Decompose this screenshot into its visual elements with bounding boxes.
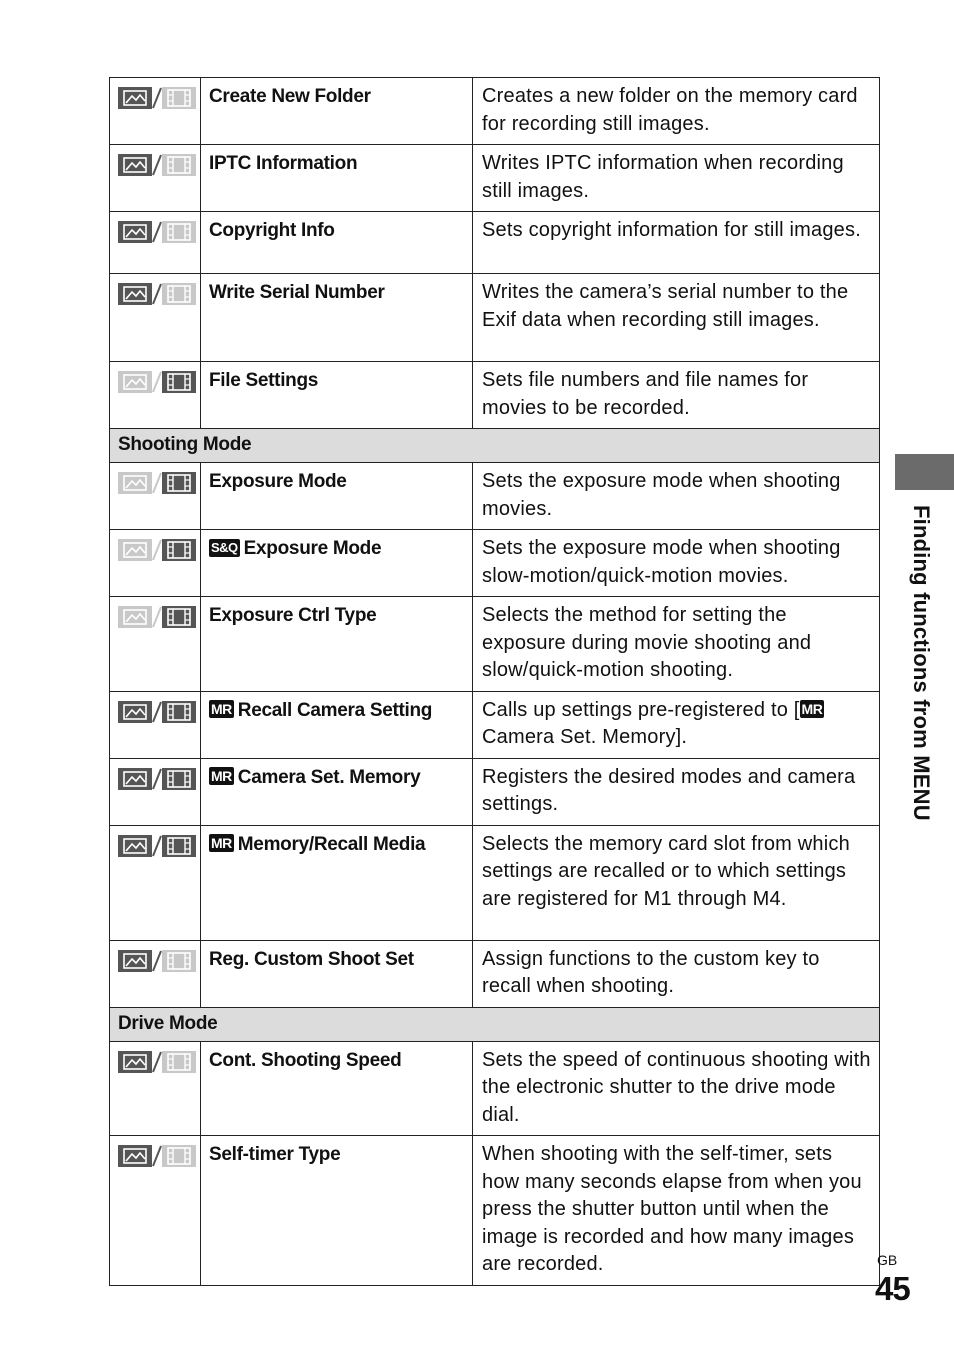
function-name: [201, 759, 472, 790]
slash-divider-icon: [152, 606, 162, 628]
mr-badge-icon: MR: [801, 700, 823, 717]
function-name-text: Recall Camera Setting: [237, 699, 433, 721]
slash-divider-icon: [152, 1145, 162, 1167]
function-description: Registers the desired modes and camera settings.: [482, 765, 856, 815]
table-row: [110, 1136, 880, 1286]
mode-icon-cell: [110, 1136, 201, 1286]
mode-icon-cell: [110, 274, 201, 362]
still-image-icon: [118, 87, 152, 109]
function-name-cell: [201, 1136, 473, 1286]
mode-icon-cell: [110, 1041, 201, 1136]
function-name-text: Self-timer Type: [209, 1144, 341, 1165]
function-description: Selects the memory card slot from which settings are recalled or to which settings are registered for M1 through M4.: [482, 832, 850, 910]
slash-divider-icon: [152, 472, 162, 494]
still-image-icon: [118, 835, 152, 857]
function-name: [201, 274, 472, 305]
still-image-icon: [118, 371, 152, 393]
function-description: Assign functions to the custom key to recall when shooting.: [482, 947, 820, 997]
mode-icon-cell: [110, 362, 201, 429]
table-row: [110, 78, 880, 145]
function-description: Sets file numbers and file names for movies to be recorded.: [482, 369, 809, 419]
function-name: [201, 1042, 472, 1073]
mode-icon-cell: [110, 145, 201, 212]
still-image-icon: [118, 701, 152, 723]
function-name-text: Cont. Shooting Speed: [209, 1049, 402, 1071]
section-header-cell: [110, 1007, 880, 1041]
function-name: [201, 1136, 472, 1167]
function-description: Sets copyright information for still images.: [482, 219, 861, 241]
section-header-cell: [110, 429, 880, 463]
mode-icon-cell: [110, 758, 201, 825]
function-name-cell: [201, 362, 473, 429]
function-name-text: Create New Folder: [209, 86, 371, 107]
slash-divider-icon: [152, 221, 162, 243]
table-row: [110, 691, 880, 758]
mode-icon-cell: [110, 691, 201, 758]
page-region-label: GB: [877, 1252, 898, 1268]
description-cell: [473, 530, 880, 597]
function-name: [201, 530, 472, 561]
function-name-cell: [201, 274, 473, 362]
chapter-tab-marker: [895, 454, 954, 490]
description-cell: [473, 758, 880, 825]
still-image-icon: [118, 768, 152, 790]
still-image-icon: [118, 950, 152, 972]
function-name: [201, 463, 472, 494]
function-name-cell: [201, 212, 473, 274]
function-name-cell: [201, 825, 473, 940]
mode-icon-cell: [110, 78, 201, 145]
chapter-side-label: Finding functions from MENU: [909, 505, 934, 821]
function-description: Writes IPTC information when recording still images.: [482, 152, 844, 202]
movie-icon: [162, 768, 196, 790]
function-name: [201, 692, 472, 723]
function-name: [201, 362, 472, 393]
table-row: [110, 758, 880, 825]
function-name-text: Exposure Mode: [209, 471, 347, 492]
function-name-cell: [201, 758, 473, 825]
desc-text: Camera Set. Memory].: [482, 726, 688, 748]
page-number: 45: [875, 1270, 910, 1307]
sq-badge-icon: S&Q: [211, 540, 238, 555]
movie-icon: [162, 1145, 196, 1167]
function-name: [201, 78, 472, 109]
description-cell: [473, 1136, 880, 1286]
function-name: [201, 212, 472, 243]
still-image-icon: [118, 472, 152, 494]
mr-badge-icon: MR: [211, 700, 232, 717]
slash-divider-icon: [152, 283, 162, 305]
mode-icon-cell: [110, 825, 201, 940]
function-name-text: Exposure Mode: [243, 538, 382, 559]
slash-divider-icon: [152, 154, 162, 176]
slash-divider-icon: [152, 1051, 162, 1073]
slash-divider-icon: [152, 950, 162, 972]
function-name-text: File Settings: [209, 370, 319, 391]
function-name-cell: [201, 145, 473, 212]
function-description: When shooting with the self-timer, sets how many seconds elapse from when you press the shutter button until when the image is recorded and how many images are recorded.: [482, 1143, 862, 1275]
function-name-text: Copyright Info: [209, 220, 335, 241]
table-row: [110, 212, 880, 274]
function-name: [201, 941, 472, 972]
section-header-row: [110, 429, 880, 463]
table-row: [110, 463, 880, 530]
function-name-cell: [201, 1041, 473, 1136]
function-name-text: Reg. Custom Shoot Set: [209, 948, 414, 970]
mode-icon-cell: [110, 597, 201, 692]
slash-divider-icon: [152, 835, 162, 857]
function-name-cell: [201, 463, 473, 530]
mode-icon-cell: [110, 940, 201, 1007]
movie-icon: [162, 701, 196, 723]
description-cell: [473, 145, 880, 212]
function-description: Sets the exposure mode when shooting slow-motion/quick-motion movies.: [482, 537, 841, 587]
menu-function-table: [109, 77, 880, 1286]
description-cell: [473, 362, 880, 429]
mode-icon-cell: [110, 463, 201, 530]
slash-divider-icon: [152, 539, 162, 561]
mr-badge-icon: MR: [211, 834, 232, 851]
description-cell: [473, 212, 880, 274]
function-name-cell: [201, 940, 473, 1007]
still-image-icon: [118, 154, 152, 176]
description-cell: [473, 825, 880, 940]
slash-divider-icon: [152, 701, 162, 723]
slash-divider-icon: [152, 768, 162, 790]
movie-icon: [162, 606, 196, 628]
still-image-icon: [118, 1051, 152, 1073]
function-name-text: Memory/Recall Media: [237, 833, 426, 855]
mode-icon-cell: [110, 212, 201, 274]
function-name-cell: [201, 78, 473, 145]
table-row: [110, 530, 880, 597]
still-image-icon: [118, 539, 152, 561]
description-cell: [473, 78, 880, 145]
description-cell: [473, 463, 880, 530]
movie-icon: [162, 1051, 196, 1073]
slash-divider-icon: [152, 87, 162, 109]
movie-icon: [162, 472, 196, 494]
section-label: Shooting Mode: [118, 434, 252, 455]
still-image-icon: [118, 606, 152, 628]
description-cell: [473, 1041, 880, 1136]
movie-icon: [162, 539, 196, 561]
table-row: [110, 362, 880, 429]
function-description: Sets the speed of continuous shooting with the electronic shutter to the drive mode dial.: [482, 1048, 871, 1126]
still-image-icon: [118, 283, 152, 305]
table-row: [110, 274, 880, 362]
function-name: [201, 597, 472, 628]
table-row: [110, 940, 880, 1007]
still-image-icon: [118, 221, 152, 243]
function-description: Sets the exposure mode when shooting movies.: [482, 470, 841, 520]
description-cell: [473, 691, 880, 758]
function-name-text: Camera Set. Memory: [237, 766, 421, 788]
section-label: Drive Mode: [118, 1012, 218, 1034]
movie-icon: [162, 950, 196, 972]
movie-icon: [162, 371, 196, 393]
function-description: [473, 692, 879, 758]
movie-icon: [162, 835, 196, 857]
table-row: [110, 597, 880, 692]
description-cell: [473, 274, 880, 362]
function-name: [201, 826, 472, 857]
function-name-text: IPTC Information: [209, 153, 358, 174]
mr-badge-icon: MR: [211, 767, 232, 784]
movie-icon: [162, 87, 196, 109]
description-cell: [473, 597, 880, 692]
function-name-cell: [201, 597, 473, 692]
function-description: Creates a new folder on the memory card for recording still images.: [482, 85, 858, 135]
mode-icon-cell: [110, 530, 201, 597]
table-row: [110, 825, 880, 940]
section-header-row: [110, 1007, 880, 1041]
description-cell: [473, 940, 880, 1007]
movie-icon: [162, 154, 196, 176]
function-description: Writes the camera’s serial number to the Exif data when recording still images.: [482, 281, 849, 331]
table-row: [110, 1041, 880, 1136]
desc-text: Calls up settings pre-registered to [: [482, 698, 800, 721]
movie-icon: [162, 221, 196, 243]
slash-divider-icon: [152, 371, 162, 393]
movie-icon: [162, 283, 196, 305]
function-name-cell: [201, 530, 473, 597]
function-name: [201, 145, 472, 176]
function-name-text: Write Serial Number: [209, 282, 385, 303]
function-name-cell: [201, 691, 473, 758]
table-row: [110, 145, 880, 212]
function-description: Selects the method for setting the exposure during movie shooting and slow/quick-motion shooting.: [482, 604, 812, 681]
function-name-text: Exposure Ctrl Type: [209, 605, 377, 626]
still-image-icon: [118, 1145, 152, 1167]
